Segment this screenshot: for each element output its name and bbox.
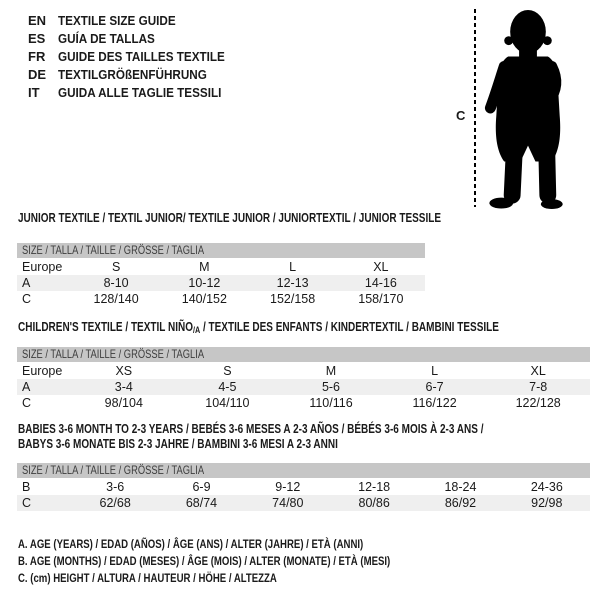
children-title-suffix: / TEXTILE DES ENFANTS / KINDERTEXTIL / BAMBINI TESSILE xyxy=(200,320,499,334)
language-row-es xyxy=(28,30,243,48)
row-label: Europe xyxy=(22,260,63,274)
table-cell: 9-12 xyxy=(275,480,301,494)
table-cell: 158/170 xyxy=(358,292,404,306)
table-cell: 92/98 xyxy=(531,496,563,510)
row-label: C xyxy=(22,292,32,306)
height-marker-label: C xyxy=(456,108,466,123)
table-cell: 24-36 xyxy=(530,480,563,494)
junior-size-table xyxy=(17,243,425,307)
height-dashed-line xyxy=(474,9,476,207)
language-code: ES xyxy=(28,31,46,46)
table-cell: 7-8 xyxy=(529,380,548,394)
size-header-bar xyxy=(17,463,590,478)
language-code: DE xyxy=(28,67,47,82)
language-row-fr xyxy=(28,48,243,66)
children-table-title xyxy=(18,320,499,338)
language-code: IT xyxy=(28,85,40,100)
row-label: Europe xyxy=(22,364,63,378)
children-title-prefix: CHILDREN'S TEXTILE / TEXTIL NIÑO xyxy=(18,320,193,334)
table-cell: 74/80 xyxy=(272,496,304,510)
table-cell: 5-6 xyxy=(321,380,341,394)
language-title-list xyxy=(28,12,243,102)
children-title-subscript: /A xyxy=(192,325,201,335)
table-cell: 3-6 xyxy=(106,480,125,494)
language-title: TEXTILE SIZE GUIDE xyxy=(58,13,176,28)
table-cell: 6-9 xyxy=(192,480,211,494)
table-cell: 122/128 xyxy=(515,396,561,410)
table-cell: L xyxy=(289,260,297,274)
language-title: GUIDA ALLE TAGLIE TESSILI xyxy=(58,85,222,100)
row-label: A xyxy=(22,380,31,394)
table-cell: 116/122 xyxy=(412,396,457,410)
table-row-age xyxy=(17,275,425,291)
table-cell: 86/92 xyxy=(444,496,477,510)
table-row-europe xyxy=(17,363,590,379)
table-cell: 4-5 xyxy=(218,380,237,394)
table-cell: S xyxy=(223,364,232,378)
table-cell: XL xyxy=(373,260,389,274)
size-header-label: SIZE / TALLA / TAILLE / GRÖSSE / TAGLIA xyxy=(22,243,205,257)
table-row-europe xyxy=(17,259,425,275)
table-row-height xyxy=(17,291,425,307)
table-row-months xyxy=(17,479,590,495)
table-cell: XS xyxy=(115,364,133,378)
table-cell: M xyxy=(325,364,337,378)
table-cell: 140/152 xyxy=(181,292,227,306)
table-cell: 10-12 xyxy=(188,276,221,290)
row-label: B xyxy=(22,480,31,494)
table-cell: 104/110 xyxy=(205,396,250,410)
size-header-bar xyxy=(17,243,425,258)
language-code: EN xyxy=(28,13,47,28)
table-cell: 12-13 xyxy=(276,276,309,290)
table-cell: 14-16 xyxy=(364,276,397,290)
table-cell: L xyxy=(431,364,439,378)
table-row-height xyxy=(17,395,590,411)
table-cell: 8-10 xyxy=(103,276,129,290)
babies-table-title xyxy=(18,422,483,452)
table-cell: 80/86 xyxy=(358,496,390,510)
language-row-de xyxy=(28,66,243,84)
language-row-it xyxy=(28,84,243,102)
row-label: C xyxy=(22,396,32,410)
language-title: TEXTILGRÖßENFÜHRUNG xyxy=(58,67,207,82)
table-row-height xyxy=(17,495,590,511)
size-header-label: SIZE / TALLA / TAILLE / GRÖSSE / TAGLIA xyxy=(22,347,205,361)
table-row-age xyxy=(17,379,590,395)
table-cell: XL xyxy=(530,364,546,378)
table-cell: 6-7 xyxy=(425,380,444,394)
language-title: GUÍA DE TALLAS xyxy=(58,31,155,46)
babies-title-line1: BABIES 3-6 MONTH TO 2-3 YEARS / BEBÉS 3-6 MESES A 2-3 AÑOS / BÉBÉS 3-6 MOIS À 2-3 ANS / xyxy=(18,422,484,436)
baby-silhouette xyxy=(478,5,578,213)
table-cell: 68/74 xyxy=(185,496,218,510)
language-row-en xyxy=(28,12,243,30)
legend-age-years: A. AGE (YEARS) / EDAD (AÑOS) / ÂGE (ANS) / ALTER (JAHRE) / ETÀ (ANNI) xyxy=(18,537,364,551)
table-cell: 12-18 xyxy=(358,480,391,494)
table-cell: 3-4 xyxy=(114,380,133,394)
legend-age-months: B. AGE (MONTHS) / EDAD (MESES) / ÂGE (MOIS) / ALTER (MONATE) / ETÀ (MESI) xyxy=(18,554,391,568)
table-cell: 110/116 xyxy=(309,396,353,410)
legend-height: C. (cm) HEIGHT / ALTURA / HAUTEUR / HÖHE / ALTEZZA xyxy=(18,571,277,585)
table-cell: M xyxy=(199,260,210,274)
table-cell: 128/140 xyxy=(93,292,139,306)
language-title: GUIDE DES TAILLES TEXTILE xyxy=(58,49,225,64)
row-label: C xyxy=(22,496,32,510)
table-cell: S xyxy=(111,260,121,274)
size-header-label: SIZE / TALLA / TAILLE / GRÖSSE / TAGLIA xyxy=(22,463,205,477)
table-cell: 62/68 xyxy=(99,496,131,510)
row-label: A xyxy=(22,276,31,290)
table-cell: 18-24 xyxy=(444,480,477,494)
table-cell: 152/158 xyxy=(270,292,316,306)
babies-size-table xyxy=(17,463,590,511)
junior-table-title: JUNIOR TEXTILE / TEXTIL JUNIOR/ TEXTILE JUNIOR / JUNIORTEXTIL / JUNIOR TESSILE xyxy=(18,211,442,225)
language-code: FR xyxy=(28,49,46,64)
table-cell: 98/104 xyxy=(104,396,143,410)
babies-title-line2: BABYS 3-6 MONATE BIS 2-3 JAHRE / BAMBINI 3-6 MESI A 2-3 ANNI xyxy=(18,437,338,451)
size-header-bar xyxy=(17,347,590,362)
children-size-table xyxy=(17,347,590,411)
